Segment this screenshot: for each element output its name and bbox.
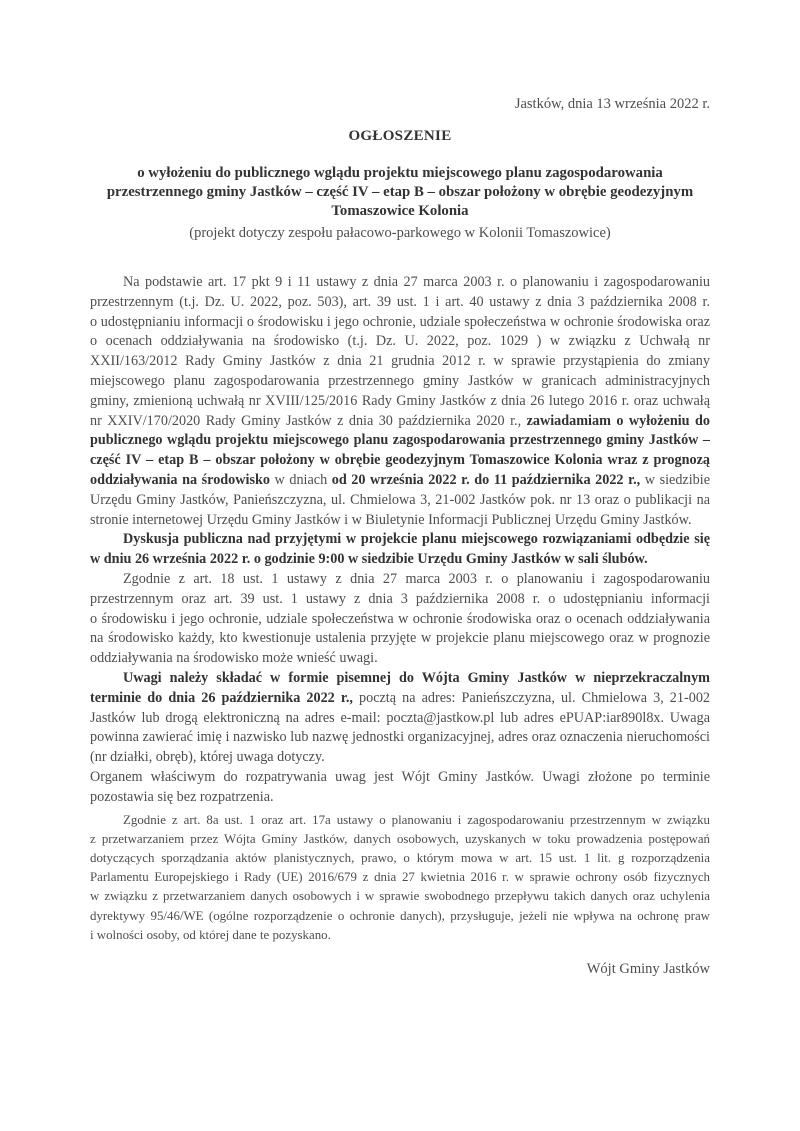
bold-text-segment: od 20 września 2022 r. do 11 października 2022 r., [331,471,641,488]
authority-paragraph [90,768,710,808]
remarks-submission-paragraph [90,669,710,768]
document-subtitle: o wyłożeniu do publicznego wglądu projektu miejscowego planu zagospodarowania przestrzennego gminy Jastków – część IV – etap B – obszar położony w obrębie geodezyjnym Tomaszowice Kolonia [106,165,694,219]
body-paragraphs [90,273,710,945]
legal-basis-paragraph [90,273,710,530]
bold-text-segment: Dyskusja publiczna nad przyjętymi w projekcie planu miejscowego rozwiązaniami odbędzie się w dniu 26 września 2022 r. o godzinie 9:00 w siedzibie Urzędu Gminy Jastków w sali ślubów. [90,531,710,568]
document-title: OGŁOSZENIE [348,128,452,144]
subtitle-note: (projekt dotyczy zespołu pałacowo-parkowego w Kolonii Tomaszowice) [189,225,611,241]
text-segment: w siedzibie Urzędu Gminy Jastków, Panieńszczyzna, ul. Chmielowa 3, 21-002 Jastków pok. nr 13 oraz o publikacji na stronie internetowej Urzędu Gminy Jastków i w Biuletynie Informacji Publicznej Urzędu Gminy Jastków. [90,471,710,528]
text-segment: Zgodnie z art. 18 ust. 1 ustawy z dnia 27 marca 2003 r. o planowaniu i zagospodarowaniu przestrzennym oraz art. 39 ust. 1 ustawy z dnia 3 października 2008 r. o udostępnianiu informacji o środowisku i jego ochronie, udziale społeczeństwa w ochronie środowiska oraz o ocenach oddziaływania na środowisko każdy, kto kwestionuje ustalenia przyjęte w projekcie planu miejscowego oraz w prognozie oddziaływania na środowisko może wnieść uwagi. [90,570,710,667]
text-segment: pocztą na adres: Panieńszczyzna, ul. Chmielowa 3, 21-002 Jastków lub drogą elektroniczną na adres e-mail: poczta@jastkow.pl lub adres ePUAP:iar890l8x. Uwaga powinna zawierać imię i nazwisko lub nazwę jednostki organizacyjnej, adres oraz oznaczenia nieruchomości (nr działki, obręb), której uwaga dotyczy. [90,689,711,766]
public-discussion-paragraph [90,530,710,570]
date-line: Jastków, dnia 13 września 2022 r. [514,96,710,112]
text-segment: w dniach [269,471,332,488]
signature: Wójt Gminy Jastków [586,960,710,977]
text-segment: Zgodnie z art. 8a ust. 1 oraz art. 17a ustawy o planowaniu i zagospodarowaniu przestrzennym w związku z przetwarzaniem przez Wójta Gminy Jastków, danych osobowych, uzyskanych w toku prowadzenia postępowań dotyczących sporządzania aktów planistycznych, prawo, o którym mowa w art. 15 ust. 1 lit. g rozporządzenia Parlamentu Europejskiego i Rady (UE) 2016/679 z dnia 27 kwietnia 2016 r. w sprawie ochrony osób fizycznych w związku z przetwarzaniem danych osobowych i w sprawie swobodnego przepływu takich danych oraz uchylenia dyrektywy 95/46/WE (ogólne rozporządzenie o ochronie danych), przysługuje, jeżeli nie wpływa na ochronę praw i wolności osoby, od której dane te pozyskano. [90,812,710,942]
rodo-clause-paragraph [90,811,710,945]
text-segment: Organem właściwym do rozpatrywania uwag jest Wójt Gminy Jastków. Uwagi złożone po terminie pozostawia się bez rozpatrzenia. [90,768,710,805]
text-segment: Na podstawie art. 17 pkt 9 i 11 ustawy z dnia 27 marca 2003 r. o planowaniu i zagospodarowaniu przestrzennym (t.j. Dz. U. 2022, poz. 503), art. 39 ust. 1 i art. 40 ustawy z dnia 3 października 2008 r. o udostępnianiu informacji o środowisku i jego ochronie, udziale społeczeństwa w ochronie środowiska oraz o ocenach oddziaływania na środowisko (t.j. Dz. U. 2022, poz. 1029 ) w związku z Uchwałą nr XXII/163/2012 Rady Gminy Jastków z dnia 21 grudnia 2012 r. w sprawie przystąpienia do zmiany miejscowego planu zagospodarowania przestrzennego gminy Jastków w granicach administracyjnych gminy, zmienioną uchwałą nr XVIII/125/2016 Rady Gminy Jastków z dnia 26 lutego 2016 r. oraz uchwałą nr XXIV/170/2020 Rady Gminy Jastków z dnia 30 października 2020 r., [90,274,710,429]
bold-text-segment: zawiadamiam o wyłożeniu do publicznego wglądu projektu miejscowego planu zagospodarowania przestrzennego gminy Jastków – część IV – etap B – obszar położony w obrębie geodezyjnym Tomaszowice Kolonia wraz z prognozą oddziaływania na środowisko [90,412,710,488]
bold-text-segment: Uwagi należy składać w formie pisemnej do Wójta Gminy Jastków w nieprzekraczalnym terminie do dnia 26 października 2022 r., [90,669,710,706]
remarks-right-paragraph [90,570,710,669]
